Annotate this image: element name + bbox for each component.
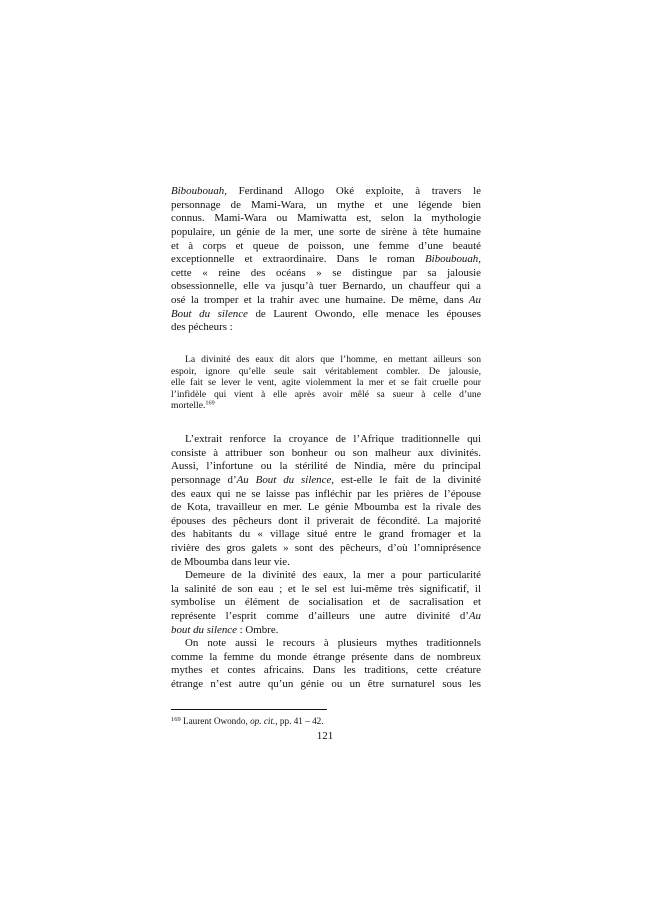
text-run: Aussi, l’infortune ou la stérilité de Nindia, mère du principal bbox=[171, 460, 481, 473]
text-line bbox=[171, 185, 481, 199]
text-line bbox=[171, 321, 481, 335]
text-line bbox=[171, 253, 481, 267]
text-line bbox=[171, 664, 481, 678]
italic-text: Biboubouah bbox=[425, 253, 479, 266]
text-run: l’infidèle qui vient à elle après avoir mêlé sa sueur à celle d’une bbox=[171, 388, 481, 400]
text-run: symbolise un élément de socialisation et de sacralisation et bbox=[171, 596, 481, 609]
text-line bbox=[171, 610, 481, 624]
text-run: Ferdinand Allogo Oké exploite, à travers le bbox=[226, 185, 481, 198]
footnote-separator bbox=[171, 709, 327, 710]
text-line bbox=[171, 240, 481, 254]
text-run: mortelle. bbox=[171, 400, 206, 412]
text-line bbox=[171, 226, 481, 240]
text-line bbox=[171, 637, 481, 651]
text-line bbox=[171, 447, 481, 461]
italic-text: op. cit. bbox=[250, 716, 276, 726]
text-run: , pp. 41 – 42. bbox=[275, 716, 324, 726]
text-run: exceptionnelle et extraordinaire. Dans le roman bbox=[171, 253, 426, 266]
text-line bbox=[171, 488, 481, 502]
text-run: étrange n’est autre qu’un génie ou un être surnaturel sous les bbox=[171, 677, 481, 690]
text-line bbox=[171, 294, 481, 308]
paragraph-biboubouah-mami-wara bbox=[171, 185, 481, 335]
text-run: populaire, un génie de la mer, une sorte de sirène à tête humaine bbox=[171, 225, 481, 238]
text-run: rivière des gros galets » sont des pêcheurs, d’où l’omniprésence bbox=[171, 541, 481, 554]
text-run: , est-elle le fait de la divinité bbox=[331, 473, 481, 486]
paragraph-on-note bbox=[171, 637, 481, 691]
text-run: cette « reine des océans » se distingue par sa jalousie bbox=[171, 266, 481, 279]
text-line bbox=[171, 515, 481, 529]
page-number: 121 bbox=[316, 730, 334, 742]
text-line bbox=[171, 556, 481, 570]
text-run: elle fait se lever le vent, agite violemment la mer et se fait cruelle pour bbox=[171, 377, 481, 389]
text-run: de Mboumba dans leur vie. bbox=[171, 555, 290, 568]
text-line bbox=[171, 377, 481, 389]
text-line bbox=[171, 212, 481, 226]
text-line bbox=[171, 542, 481, 556]
text-run: des eaux qui ne se laisse pas infléchir par les prières de l’épouse bbox=[171, 487, 481, 500]
text-run: On note aussi le recours à plusieurs mythes traditionnels bbox=[185, 637, 481, 650]
text-line bbox=[171, 308, 481, 322]
text-line bbox=[171, 389, 481, 401]
body-text bbox=[171, 433, 481, 691]
footnote-reference: 169 bbox=[171, 715, 181, 723]
italic-text: Bout du silence bbox=[171, 307, 248, 320]
text-run: L’extrait renforce la croyance de l’Afrique traditionnelle qui bbox=[185, 433, 481, 446]
paragraph-demeure bbox=[171, 569, 481, 637]
text-line bbox=[171, 624, 481, 638]
text-line bbox=[171, 651, 481, 665]
footnote-169 bbox=[171, 715, 481, 727]
text-line bbox=[171, 678, 481, 692]
text-run: osé la tromper et la trahir avec une humaine. De même, dans bbox=[171, 293, 469, 306]
text-run: comme la femme du monde étrange présente dans de nombreux bbox=[171, 650, 481, 663]
italic-text: Au bbox=[468, 609, 481, 622]
text-line bbox=[171, 433, 481, 447]
block-quote bbox=[171, 354, 481, 412]
text-run: de Kota, travailleur en mer. Le génie Mboumba est la rivale des bbox=[171, 501, 481, 514]
italic-text: Au Bout du silence bbox=[236, 473, 332, 486]
paragraph-extrait bbox=[171, 433, 481, 569]
text-run: personnage d’ bbox=[171, 473, 237, 486]
text-run: espoir, ignore qu’elle seule sait véritablement combler. De jalousie, bbox=[171, 365, 481, 377]
text-run: et à corps et queue de poisson, une femme d’une beauté bbox=[171, 239, 481, 252]
text-line bbox=[171, 400, 481, 412]
text-line bbox=[171, 267, 481, 281]
text-run: Laurent Owondo, bbox=[180, 716, 251, 726]
text-run: : Ombre. bbox=[236, 623, 279, 636]
text-run: , bbox=[478, 253, 481, 266]
text-line bbox=[171, 366, 481, 378]
text-run: connus. Mami-Wara ou Mamiwatta est, selon la mythologie bbox=[171, 212, 481, 225]
text-run: consiste à attribuer son bonheur ou son malheur aux divinités. bbox=[171, 446, 481, 459]
text-line bbox=[171, 354, 481, 366]
text-line bbox=[171, 199, 481, 213]
text-run: représente l’esprit comme d’ailleurs une autre divinité d’ bbox=[171, 609, 469, 622]
text-line bbox=[171, 460, 481, 474]
text-line bbox=[171, 528, 481, 542]
text-run: La divinité des eaux dit alors que l’homme, en mettant ailleurs son bbox=[185, 354, 481, 366]
italic-text: Biboubouah, bbox=[171, 185, 227, 198]
text-line bbox=[171, 280, 481, 294]
text-line bbox=[171, 474, 481, 488]
text-line bbox=[171, 501, 481, 515]
text-run: mythes et contes africains. Dans les traditions, cette créature bbox=[171, 664, 481, 677]
text-line bbox=[171, 583, 481, 597]
italic-text: Au bbox=[468, 293, 481, 306]
text-run: Demeure de la divinité des eaux, la mer a pour particularité bbox=[185, 569, 481, 582]
text-run: la salinité de son eau ; et le sel est lui-même très significatif, il bbox=[171, 582, 481, 595]
text-run: des pécheurs : bbox=[171, 321, 233, 334]
text-line bbox=[171, 596, 481, 610]
text-run: personnage de Mami-Wara, un mythe et une légende bien bbox=[171, 198, 481, 211]
text-line bbox=[171, 569, 481, 583]
italic-text: bout du silence bbox=[171, 623, 237, 636]
text-run: de Laurent Owondo, elle menace les épouses bbox=[247, 307, 481, 320]
text-run: des habitants du « village situé entre le grand fromager et la bbox=[171, 528, 481, 541]
text-run: obsessionnelle, elle va jusqu’à tuer Bernardo, un chauffeur qui a bbox=[171, 280, 481, 293]
footnote-reference: 169 bbox=[205, 399, 215, 407]
text-run: épouses des pêcheurs dont il priverait de fécondité. La majorité bbox=[171, 514, 481, 527]
